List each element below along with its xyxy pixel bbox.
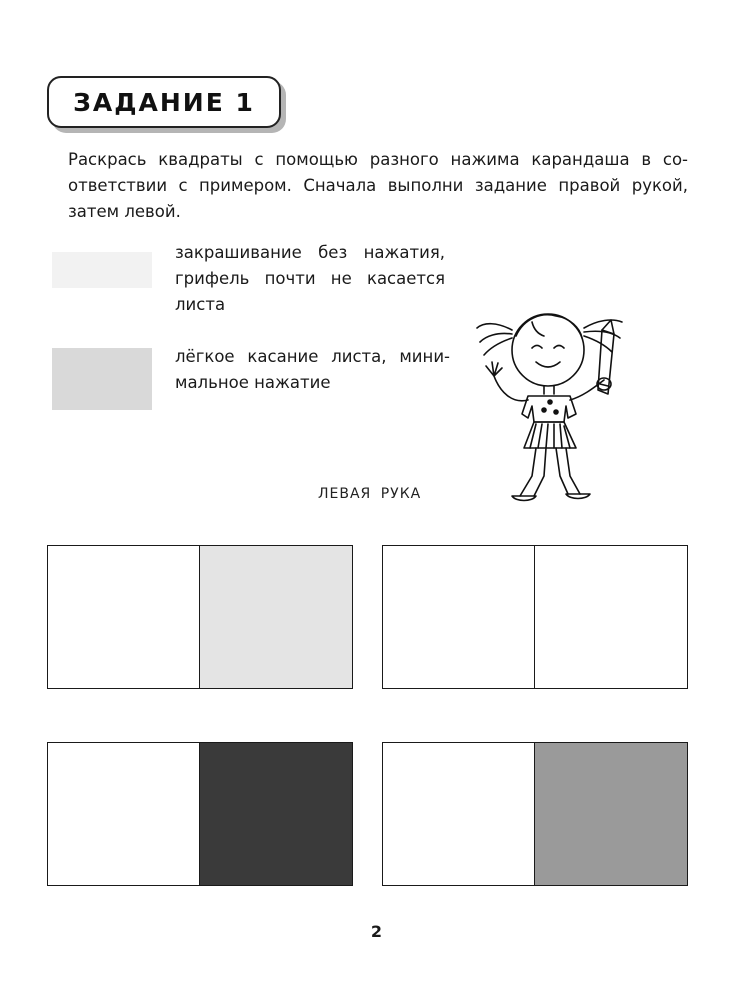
left-hand-label: ЛЕВАЯ РУКА <box>318 486 422 502</box>
square-pair-2 <box>382 545 688 689</box>
sample-1-line-3: листа <box>175 295 226 314</box>
page-number: 2 <box>370 922 383 941</box>
sample-square <box>535 545 688 689</box>
empty-square[interactable] <box>47 545 200 689</box>
instructions-line-1: Раскрась квадраты с помощью разного нажима карандаша в со- <box>68 150 688 169</box>
empty-square[interactable] <box>47 742 200 886</box>
sample-text-light-touch <box>175 344 450 396</box>
sample-2-line-1: лёгкое касание листа, мини- <box>175 347 450 366</box>
square-pair-4 <box>382 742 688 886</box>
empty-square[interactable] <box>382 545 535 689</box>
girl-with-pencil-illustration <box>472 300 642 510</box>
sample-1-line-2: грифель почти не касается <box>175 269 445 288</box>
sample-1-line-1: закрашивание без нажатия, <box>175 243 445 262</box>
sample-swatch-no-pressure <box>52 252 152 288</box>
empty-square[interactable] <box>382 742 535 886</box>
sample-swatch-light-touch <box>52 348 152 410</box>
task-title-box <box>47 76 281 128</box>
sample-2-line-2: мальное нажатие <box>175 373 331 392</box>
sample-square <box>200 742 353 886</box>
task-title: ЗАДАНИЕ 1 <box>73 87 255 117</box>
instructions-line-2: ответствии с примером. Сначала выполни задание правой рукой, <box>68 176 688 195</box>
instructions-line-3: затем левой. <box>68 202 181 221</box>
square-pair-3 <box>47 742 353 886</box>
sample-square <box>535 742 688 886</box>
instructions <box>68 147 688 225</box>
sample-text-no-pressure <box>175 240 445 318</box>
square-pair-1 <box>47 545 353 689</box>
sample-square <box>200 545 353 689</box>
